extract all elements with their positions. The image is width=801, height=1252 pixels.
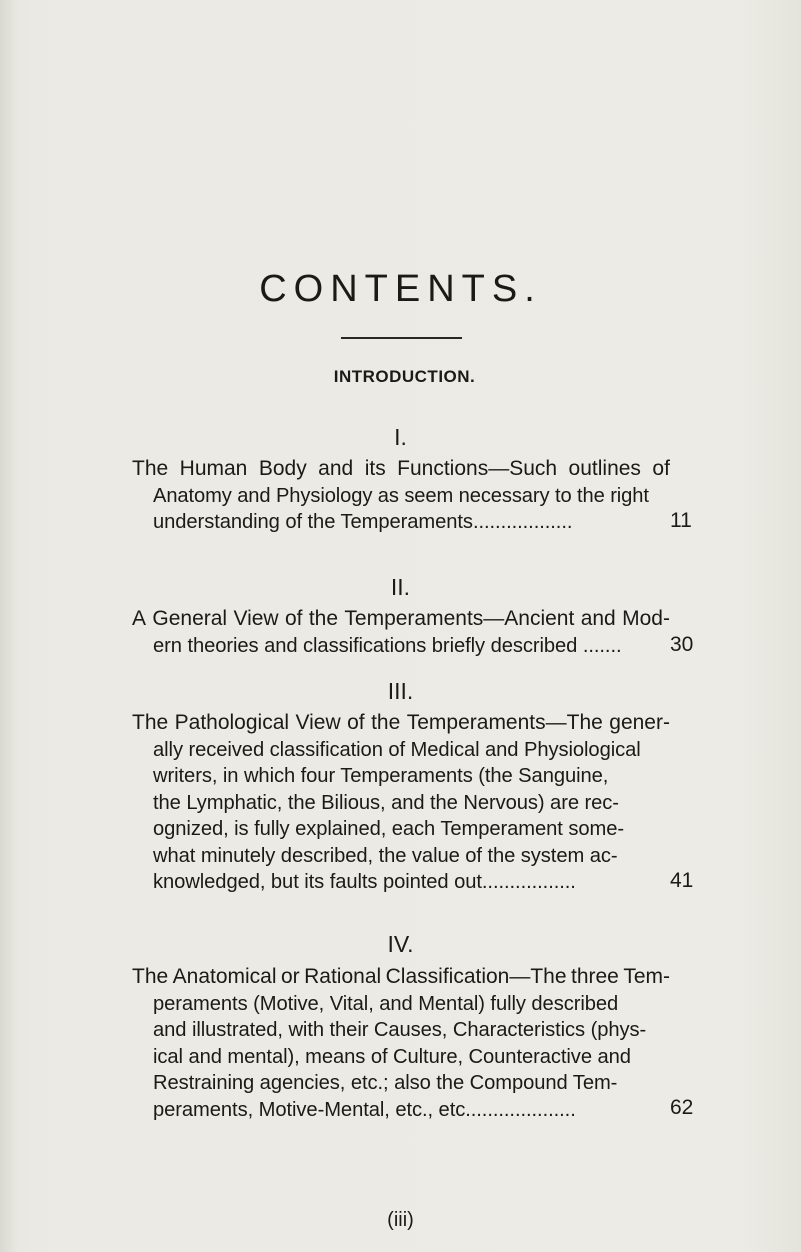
- page-folio: (iii): [387, 1209, 414, 1231]
- entry-line: knowledged, but its faults pointed out.................: [153, 871, 576, 893]
- section-entry-4: [132, 964, 670, 1123]
- entry-line: The Anatomical or Rational Classification—The three Tem-: [132, 965, 670, 988]
- page-number-4: 62: [670, 1096, 694, 1119]
- page-title: CONTENTS.: [259, 268, 542, 310]
- section-entry-1: [132, 456, 670, 536]
- entry-line: The Human Body and its Functions—Such outlines of: [132, 457, 670, 480]
- section-numeral-1: I.: [394, 424, 407, 450]
- entry-line: ally received classification of Medical and Physiological: [153, 738, 641, 761]
- entry-line: Restraining agencies, etc.; also the Compound Tem-: [153, 1072, 618, 1094]
- entry-line: Anatomy and Physiology as seem necessary to the right: [153, 484, 649, 507]
- entry-line: A General View of the Temperaments—Ancient and Mod-: [132, 607, 670, 630]
- introduction-heading: INTRODUCTION.: [333, 367, 476, 386]
- page-number-2: 30: [670, 633, 694, 656]
- entry-line: what minutely described, the value of the system ac-: [153, 844, 618, 867]
- entry-line: ognized, is fully explained, each Temperament some-: [153, 818, 624, 840]
- entry-line: ern theories and classifications briefly described .......: [153, 634, 622, 657]
- section-entry-3: [132, 710, 670, 896]
- entry-line: The Pathological View of the Temperaments—The gener-: [132, 711, 670, 734]
- title-divider: [341, 337, 462, 339]
- page-number-3: 41: [670, 869, 694, 892]
- entry-line: peraments, Motive-Mental, etc., etc....................: [153, 1098, 576, 1121]
- entry-line: peraments (Motive, Vital, and Mental) fully described: [153, 992, 619, 1015]
- entry-line: writers, in which four Temperaments (the Sanguine,: [153, 765, 609, 787]
- entry-line: understanding of the Temperaments..................: [153, 511, 573, 533]
- page-number-1: 11: [670, 509, 692, 532]
- entry-line: and illustrated, with their Causes, Characteristics (phys-: [153, 1019, 647, 1041]
- section-numeral-4: IV.: [387, 931, 414, 957]
- entry-line: ical and mental), means of Culture, Counteractive and: [153, 1045, 631, 1068]
- section-entry-2: [132, 606, 670, 659]
- section-numeral-2: II.: [390, 574, 411, 600]
- section-numeral-3: III.: [387, 678, 414, 704]
- entry-line: the Lymphatic, the Bilious, and the Nervous) are rec-: [153, 791, 619, 814]
